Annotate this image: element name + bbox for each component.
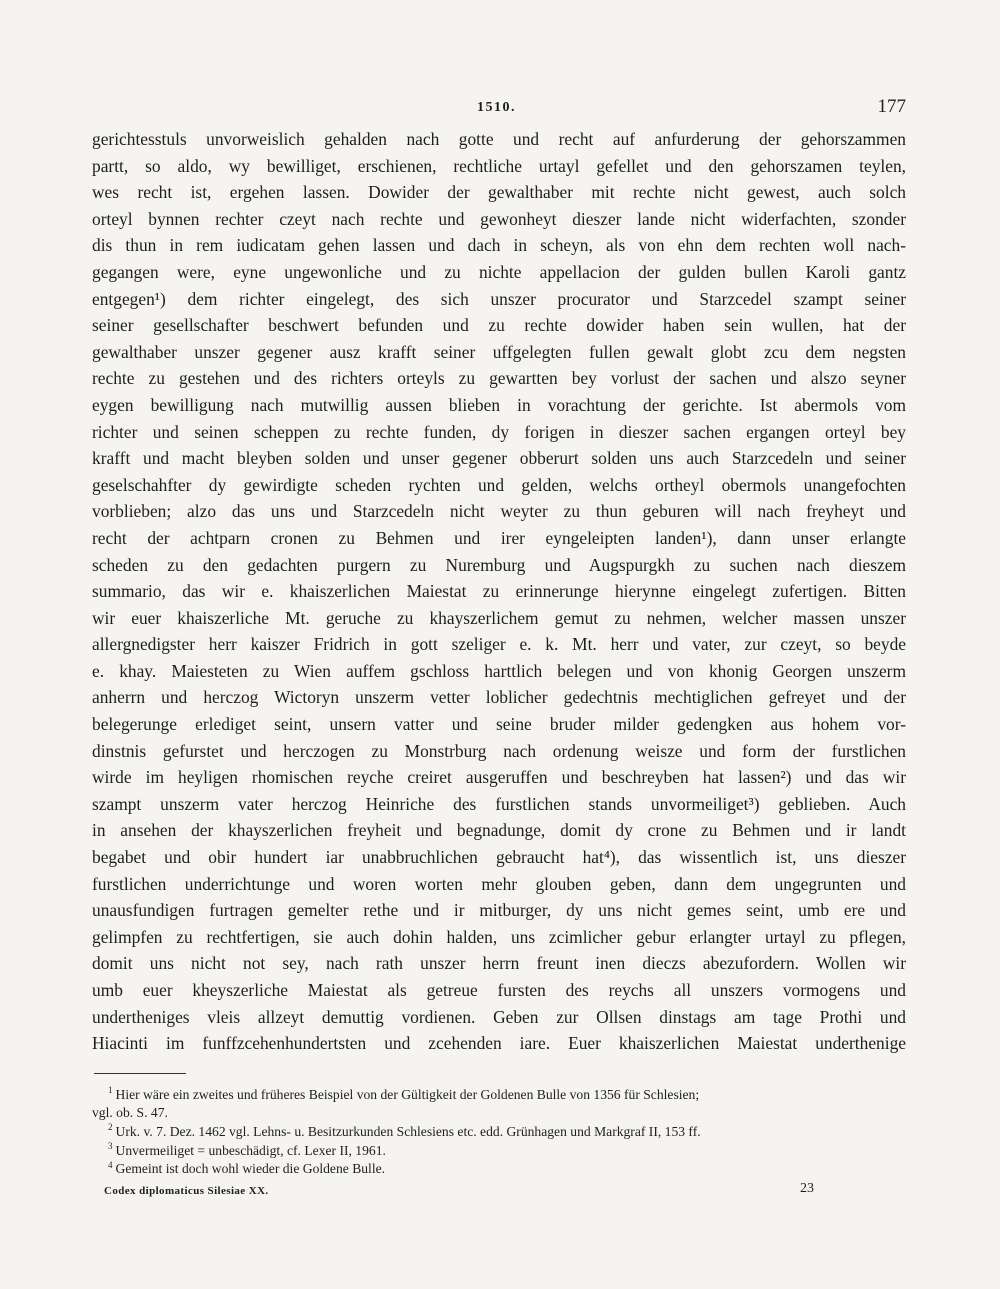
body-line: domit uns nicht not sey, nach rath unszer herrn freunt inen dieczs abezufordern. Wollen wir <box>92 953 906 974</box>
footnote-rule <box>94 1073 186 1074</box>
page-number: 177 <box>877 96 906 117</box>
body-line: belegerunge erlediget seint, unsern vatter und seine bruder milder gedengken aus hohem vor- <box>92 714 906 735</box>
footnote-mark: 2 <box>108 1122 113 1133</box>
printer-signature: Codex diplomaticus Silesiae XX. <box>104 1184 269 1197</box>
footnote-continuation: vgl. ob. S. 47. <box>92 1105 168 1121</box>
body-line: recht der achtparn cronen zu Behmen und irer eyngeleipten landen¹), dann unser erlangte <box>92 527 906 548</box>
body-line: seiner gesellschafter beschwert befunden und zu rechte dowider haben sein wullen, hat der <box>92 315 906 336</box>
body-line: anherrn und herczog Wictoryn unszerm vetter loblicher gedechtnis mechtiglichen gefreyet und der <box>92 687 906 708</box>
page-footer <box>92 1181 906 1203</box>
body-line: undertheniges vleis allzeyt demuttig vordienen. Geben zur Ollsen dinstags am tage Prothi und <box>92 1006 906 1027</box>
body-line: wir euer khaiszerliche Mt. geruche zu khayszerlichem gemut zu nehmen, welcher massen unszer <box>92 607 906 628</box>
footnote-text: Gemeint ist doch wohl wieder die Goldene Bulle. <box>115 1161 386 1177</box>
body-line: richter und seinen scheppen zu rechte funden, dy forigen in dieszer sachen ergangen orteyl bey <box>92 421 906 442</box>
body-line: entgegen¹) dem richter eingelegt, des sich unszer procurator und Starzcedel szampt seiner <box>92 288 906 309</box>
body-line: gegangen were, eyne ungewonliche und zu nichte appellacion der gulden bullen Karoli gantz <box>92 261 906 282</box>
body-line: wes recht ist, ergehen lassen. Dowider der gewalthaber mit rechte nicht gewest, auch solch <box>92 182 906 203</box>
footnote-text: Hier wäre ein zweites und früheres Beispiel von der Gültigkeit der Goldenen Bulle von 1356 für Schlesien; <box>115 1086 700 1102</box>
footnote-text: Urk. v. 7. Dez. 1462 vgl. Lehns- u. Besitzurkunden Schlesiens etc. edd. Grünhagen und Markgraf II, 153 ff. <box>115 1123 701 1139</box>
body-line: dinstnis gefurstet und herczogen zu Monstrburg nach ordenung weisze und form der furstlichen <box>92 740 906 761</box>
body-line: summario, das wir e. khaiszerlichen Maiestat zu erinnerunge hierynne eingelegt zufertigen. Bitten <box>92 581 906 602</box>
footnote-mark: 4 <box>108 1159 113 1170</box>
body-line: geselschahfter dy gewirdigte scheden rychten und gelden, welchs ortheyl obermols unangefochten <box>92 474 906 495</box>
body-line: scheden zu den gedachten purgern zu Nuremburg und Augspurgkh zu suchen nach dieszem <box>92 554 906 575</box>
body-line: furstlichen underrichtunge und woren worten mehr glouben geben, dann dem ungegrunten und <box>92 873 906 894</box>
body-line: e. khay. Maiesteten zu Wien auffem gschloss harttlich belegen und von khonig Georgen unszerm <box>92 660 906 681</box>
footnote-mark: 3 <box>108 1141 113 1152</box>
body-line: gewalthaber unszer gegener ausz krafft seiner uffgelegten fullen gewalt globt zcu dem negsten <box>92 341 906 362</box>
body-line: allergnedigster herr kaiszer Fridrich in gott szeliger e. k. Mt. herr und vater, zur czeyt, so beyde <box>92 634 906 655</box>
body-line: umb euer kheyszerliche Maiestat als getreue fursten des reychs all unszers vormogens und <box>92 980 906 1000</box>
header-year: 1510. <box>477 100 516 115</box>
body-line: rechte zu gestehen und des richters orteyls zu gewartten bey vorlust der sachen und alszo seyner <box>92 368 906 389</box>
page-content <box>92 96 906 1203</box>
footnote-text: Unvermeiliget = unbeschädigt, cf. Lexer II, 1961. <box>115 1142 386 1158</box>
footnote <box>92 1160 906 1179</box>
footnote <box>92 1123 906 1142</box>
body-line: unausfundigen furtragen gemelter rethe und ir mitburger, dy uns nicht gemes seint, umb ere und <box>92 900 906 921</box>
body-line: gelimpfen zu rechtfertigen, sie auch dohin halden, uns zcimlicher gebur erlangter urtayl zu pflegen, <box>92 926 906 947</box>
footnotes <box>92 1086 906 1179</box>
footnote <box>92 1086 906 1105</box>
body-line: eygen bewilligung nach mutwillig aussen blieben in vorachtung der gerichte. Ist abermols vom <box>92 394 906 415</box>
body-line: szampt unszerm vater herczog Heinriche des furstlichen stands unvormeiliget³) geblieben. Auch <box>92 793 906 814</box>
footnote-mark: 1 <box>108 1085 113 1096</box>
body-line: wirde im heyligen rhomischen reyche creiret ausgeruffen und beschreyben hat lassen²) und das wir <box>92 767 906 788</box>
body-text <box>92 126 906 1057</box>
body-line: orteyl bynnen rechter czeyt nach rechte und gewonheyt dieszer lande nicht widerfachten, szonder <box>92 208 906 229</box>
body-line: Hiacinti im funffzcehenhundertsten und zcehenden iare. Euer khaiszerlichen Maiestat underthenige <box>92 1033 906 1054</box>
body-line: dis thun in rem iudicatam gehen lassen und dach in scheyn, als von ehn dem rechten woll nach- <box>92 235 906 256</box>
body-line: partt, so aldo, wy bewilliget, erschienen, rechtliche urtayl gefellet und den gehorszamen teylen, <box>92 155 906 176</box>
running-header <box>92 96 906 122</box>
body-line: krafft und macht bleyben solden und unser gegener obberurt solden uns auch Starzcedeln und seiner <box>92 448 906 469</box>
body-line: vorblieben; alzo das uns und Starzcedeln nicht weyter zu thun geburen will nach freyheyt und <box>92 501 906 522</box>
body-line: begabet und obir hundert iar unabbruchlichen gebraucht hat⁴), das wissentlich ist, uns dieszer <box>92 847 906 868</box>
body-line: gerichtesstuls unvorweislich gehalden nach gotte und recht auf anfurderung der gehorszammen <box>92 129 906 149</box>
signature-number: 23 <box>800 1180 814 1196</box>
body-line: in ansehen der khayszerlichen freyheit und begnadunge, domit dy crone zu Behmen und ir landt <box>92 820 906 841</box>
footnote <box>92 1142 906 1161</box>
